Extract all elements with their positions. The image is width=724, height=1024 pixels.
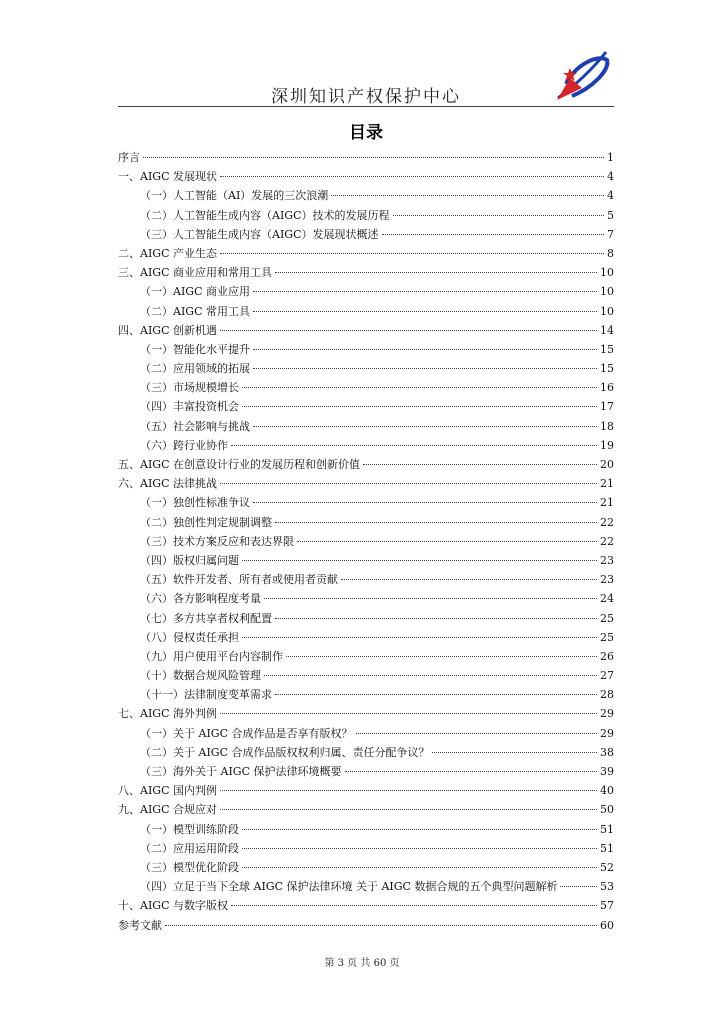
toc-entry[interactable] [118, 225, 614, 244]
toc-entry-page-number: 29 [600, 726, 614, 740]
toc-entry-page-number: 52 [600, 860, 614, 874]
toc-dot-leader [393, 215, 605, 216]
toc-heading: 目录 [349, 123, 383, 143]
toc-entry-page-number: 10 [600, 304, 614, 318]
toc-entry-title: （二）应用运用阶段 [140, 841, 239, 855]
toc-entry-title: （五）社会影响与挑战 [140, 419, 250, 433]
toc-entry[interactable] [118, 282, 614, 301]
toc-entry-page-number: 51 [600, 822, 614, 836]
toc-entry[interactable] [118, 455, 614, 474]
toc-entry-title: （十一）法律制度变革需求 [140, 688, 272, 702]
toc-entry-title: （二）关于 AIGC 合成作品版权权利归属、责任分配争议？ [140, 745, 430, 759]
toc-dot-leader [253, 349, 597, 350]
toc-dot-leader [253, 426, 597, 427]
toc-dot-leader [331, 195, 604, 196]
toc-entry-page-number: 23 [600, 573, 614, 587]
toc-entry-title: （二）AIGC 常用工具 [140, 304, 250, 318]
toc-entry-page-number: 16 [600, 381, 614, 395]
toc-entry[interactable] [118, 340, 614, 359]
toc-entry-title: （三）技术方案反应和表达界限 [140, 534, 294, 548]
toc-entry-page-number: 57 [600, 899, 614, 913]
toc-entry-page-number: 23 [600, 553, 614, 567]
toc-entry[interactable] [118, 244, 614, 263]
toc-entry[interactable] [118, 551, 614, 570]
toc-entry-title: （四）立足于当下全球 AIGC 保护法律环境 关于 AIGC 数据合规的五个典型问题解析 [140, 880, 558, 894]
toc-dot-leader [220, 790, 597, 791]
toc-dot-leader [264, 598, 597, 599]
toc-entry-title: （二）独创性判定规制调整 [140, 515, 272, 529]
header-divider [118, 106, 614, 107]
toc-entry-title: （八）侵权责任承担 [140, 630, 239, 644]
toc-entry[interactable] [118, 609, 614, 628]
toc-entry-title: （九）用户使用平台内容制作 [140, 649, 283, 663]
toc-dot-leader [220, 330, 597, 331]
toc-entry[interactable] [118, 781, 614, 800]
toc-entry-title: 三、AIGC 商业应用和常用工具 [118, 266, 272, 280]
toc-entry[interactable] [118, 647, 614, 666]
toc-entry[interactable] [118, 167, 614, 186]
toc-entry[interactable] [118, 628, 614, 647]
toc-dot-leader [220, 253, 604, 254]
toc-entry-title: （一）关于 AIGC 合成作品是否享有版权？ [140, 726, 353, 740]
toc-entry[interactable] [118, 417, 614, 436]
toc-dot-leader [242, 848, 597, 849]
toc-entry-page-number: 25 [600, 630, 614, 644]
toc-dot-leader [363, 464, 597, 465]
toc-entry[interactable] [118, 436, 614, 455]
toc-entry-title: 九、AIGC 合规应对 [118, 803, 217, 817]
toc-entry-title: 参考文献 [118, 918, 162, 932]
toc-entry[interactable] [118, 513, 614, 532]
toc-entry-page-number: 21 [600, 477, 614, 491]
toc-entry[interactable] [118, 570, 614, 589]
toc-entry-page-number: 53 [600, 880, 614, 894]
toc-dot-leader [242, 406, 597, 407]
toc-dot-leader [253, 502, 597, 503]
toc-entry-page-number: 8 [607, 246, 614, 260]
toc-entry-title: （五）软件开发者、所有者或使用者贡献 [140, 573, 338, 587]
toc-dot-leader [264, 675, 597, 676]
toc-entry[interactable] [118, 148, 614, 167]
toc-entry-title: （一）独创性标准争议 [140, 496, 250, 510]
toc-entry-title: （十）数据合规风险管理 [140, 669, 261, 683]
toc-entry-title: 十、AIGC 与数字版权 [118, 899, 228, 913]
toc-dot-leader [432, 752, 597, 753]
toc-entry-page-number: 24 [600, 592, 614, 606]
toc-dot-leader [275, 618, 597, 619]
toc-entry[interactable] [118, 493, 614, 512]
toc-entry-page-number: 20 [600, 458, 614, 471]
toc-dot-leader [231, 905, 597, 906]
toc-entry-title: 六、AIGC 法律挑战 [118, 477, 217, 491]
toc-entry[interactable] [118, 743, 614, 762]
toc-entry[interactable] [118, 724, 614, 743]
toc-dot-leader [242, 829, 597, 830]
toc-entry-title: 七、AIGC 海外判例 [118, 707, 217, 721]
toc-entry-title: （三）市场规模增长 [140, 381, 239, 395]
table-of-contents [118, 148, 614, 935]
toc-entry-page-number: 18 [600, 419, 614, 433]
toc-entry-page-number: 29 [600, 707, 614, 721]
toc-entry-title: （三）人工智能生成内容（AIGC）发展现状概述 [140, 227, 379, 241]
toc-dot-leader [341, 579, 597, 580]
toc-entry-title: （一）人工智能（AI）发展的三次浪潮 [140, 189, 329, 203]
toc-entry-page-number: 40 [600, 784, 614, 798]
toc-dot-leader [275, 694, 597, 695]
toc-entry[interactable] [118, 762, 614, 781]
toc-entry-page-number: 26 [600, 649, 614, 663]
toc-dot-leader [275, 522, 597, 523]
toc-dot-leader [165, 925, 597, 926]
header-title: 深圳知识产权保护中心 [271, 87, 461, 107]
toc-dot-leader [356, 733, 598, 734]
toc-dot-leader [253, 311, 597, 312]
toc-dot-leader [242, 387, 597, 388]
toc-dot-leader [220, 809, 597, 810]
toc-entry[interactable] [118, 321, 614, 340]
toc-entry-page-number: 17 [600, 400, 614, 414]
toc-entry-page-number: 39 [600, 765, 614, 778]
toc-entry[interactable] [118, 359, 614, 378]
toc-entry-page-number: 22 [600, 515, 614, 529]
toc-entry-title: （二）人工智能生成内容（AIGC）技术的发展历程 [140, 208, 390, 222]
toc-entry-page-number: 25 [600, 611, 614, 625]
toc-entry[interactable] [118, 820, 614, 839]
toc-dot-leader [275, 272, 597, 273]
toc-entry-title: （七）多方共享者权利配置 [140, 611, 272, 625]
toc-dot-leader [253, 291, 597, 292]
toc-entry-page-number: 10 [600, 285, 614, 299]
toc-entry-page-number: 15 [600, 362, 614, 376]
toc-dot-leader [297, 541, 597, 542]
toc-entry-title: 五、AIGC 在创意设计行业的发展历程和创新价值 [118, 458, 360, 471]
toc-dot-leader [220, 176, 604, 177]
toc-entry-page-number: 60 [600, 918, 614, 932]
toc-dot-leader [143, 157, 604, 158]
toc-entry[interactable] [118, 474, 614, 493]
toc-entry-title: 一、AIGC 发展现状 [118, 170, 217, 184]
toc-entry[interactable] [118, 800, 614, 819]
toc-entry[interactable] [118, 589, 614, 608]
page-footer: 第 3 页 共 60 页 [324, 958, 400, 969]
toc-entry-page-number: 27 [600, 669, 614, 683]
toc-entry-title: （三）海外关于 AIGC 保护法律环境概要 [140, 765, 342, 778]
toc-entry-page-number: 10 [600, 266, 614, 280]
toc-entry[interactable] [118, 532, 614, 551]
toc-dot-leader [345, 771, 598, 772]
toc-entry-page-number: 38 [600, 745, 614, 759]
toc-entry-title: （六）跨行业协作 [140, 438, 228, 452]
toc-entry-page-number: 5 [607, 208, 614, 222]
toc-entry[interactable] [118, 916, 614, 935]
toc-entry-page-number: 51 [600, 841, 614, 855]
toc-entry-title: （一）AIGC 商业应用 [140, 285, 250, 299]
toc-entry[interactable] [118, 858, 614, 877]
toc-dot-leader [220, 713, 597, 714]
toc-entry[interactable] [118, 263, 614, 282]
toc-entry-title: 八、AIGC 国内判例 [118, 784, 217, 798]
toc-entry[interactable] [118, 666, 614, 685]
toc-dot-leader [220, 483, 597, 484]
toc-entry-title: （四）丰富投资机会 [140, 400, 239, 414]
toc-entry-title: 序言 [118, 151, 140, 164]
toc-dot-leader [231, 445, 597, 446]
toc-dot-leader [253, 368, 597, 369]
toc-entry-page-number: 4 [607, 189, 614, 203]
toc-dot-leader [382, 234, 605, 235]
toc-entry[interactable] [118, 397, 614, 416]
toc-entry-page-number: 14 [600, 323, 614, 337]
toc-entry-title: （二）应用领域的拓展 [140, 362, 250, 376]
toc-entry[interactable] [118, 896, 614, 915]
toc-entry-title: （一）智能化水平提升 [140, 342, 250, 356]
toc-dot-leader [560, 886, 597, 887]
toc-entry-title: 二、AIGC 产业生态 [118, 246, 217, 260]
toc-entry[interactable] [118, 877, 614, 896]
toc-entry-page-number: 15 [600, 342, 614, 356]
toc-entry-page-number: 4 [607, 170, 614, 184]
toc-entry-page-number: 7 [607, 227, 614, 241]
toc-entry[interactable] [118, 186, 614, 205]
toc-dot-leader [242, 637, 597, 638]
toc-entry[interactable] [118, 206, 614, 225]
toc-entry-page-number: 1 [607, 151, 614, 164]
toc-entry-page-number: 50 [600, 803, 614, 817]
toc-entry-title: （一）模型训练阶段 [140, 822, 239, 836]
toc-entry-title: （六）各方影响程度考量 [140, 592, 261, 606]
toc-dot-leader [242, 867, 597, 868]
toc-entry[interactable] [118, 378, 614, 397]
toc-entry-page-number: 19 [600, 438, 614, 452]
toc-dot-leader [286, 656, 597, 657]
toc-dot-leader [242, 560, 597, 561]
toc-entry[interactable] [118, 839, 614, 858]
toc-entry[interactable] [118, 302, 614, 321]
toc-entry[interactable] [118, 704, 614, 723]
toc-entry-page-number: 28 [600, 688, 614, 702]
toc-entry-page-number: 22 [600, 534, 614, 548]
toc-entry[interactable] [118, 685, 614, 704]
toc-entry-title: （三）模型优化阶段 [140, 860, 239, 874]
toc-entry-title: 四、AIGC 创新机遇 [118, 323, 217, 337]
toc-entry-page-number: 21 [600, 496, 614, 510]
toc-entry-title: （四）版权归属问题 [140, 553, 239, 567]
